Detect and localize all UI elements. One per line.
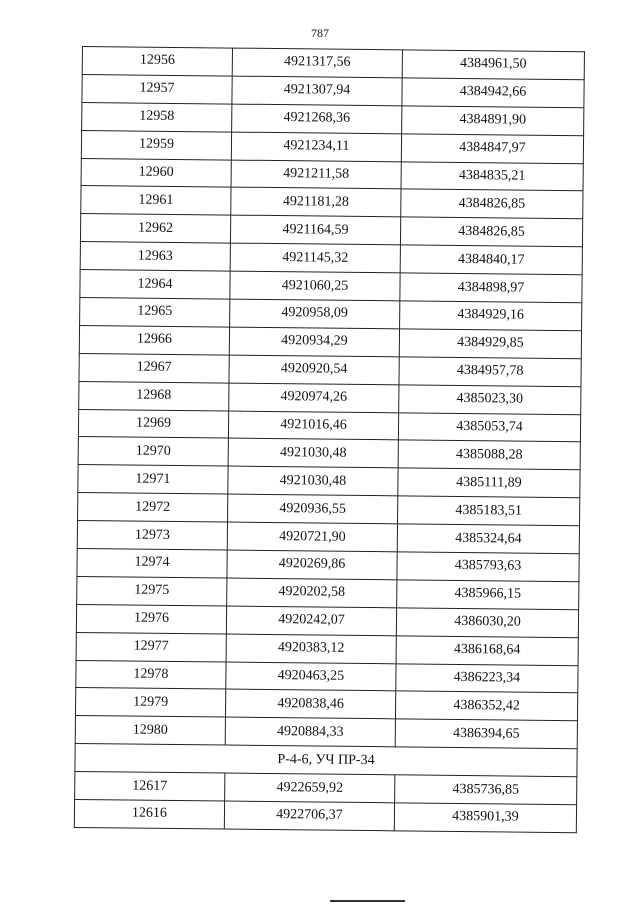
point-number-cell: 12980	[75, 716, 225, 745]
point-number-cell: 12616	[74, 800, 224, 829]
y-coordinate-cell: 4384840,17	[400, 245, 582, 275]
x-coordinate-cell: 4920463,25	[226, 662, 396, 692]
y-coordinate-cell: 4384961,50	[402, 50, 584, 80]
point-number-cell: 12956	[82, 47, 232, 76]
y-coordinate-cell: 4384826,85	[401, 189, 583, 219]
x-coordinate-cell: 4920269,86	[227, 550, 397, 580]
section-title: Р-4-6, УЧ ПР-34	[75, 744, 577, 777]
x-coordinate-cell: 4920242,07	[226, 606, 396, 636]
y-coordinate-cell: 4384826,85	[400, 217, 582, 247]
x-coordinate-cell: 4920721,90	[227, 522, 397, 552]
y-coordinate-cell: 4385088,28	[398, 440, 580, 470]
x-coordinate-cell: 4921181,28	[231, 188, 401, 218]
y-coordinate-cell: 4384942,66	[402, 78, 584, 108]
point-number-cell: 12958	[82, 102, 232, 131]
x-coordinate-cell: 4921060,25	[230, 271, 400, 301]
y-coordinate-cell: 4384957,78	[399, 357, 581, 387]
y-coordinate-cell: 4384847,97	[401, 134, 583, 164]
point-number-cell: 12957	[82, 74, 232, 103]
point-number-cell: 12968	[79, 381, 229, 410]
point-number-cell: 12960	[81, 158, 231, 187]
x-coordinate-cell: 4920958,09	[230, 299, 400, 329]
x-coordinate-cell: 4920838,46	[225, 690, 395, 720]
point-number-cell: 12977	[76, 632, 226, 661]
x-coordinate-cell: 4921211,58	[231, 160, 401, 190]
point-number-cell: 12975	[77, 576, 227, 605]
point-number-cell: 12617	[75, 772, 225, 801]
point-number-cell: 12979	[75, 688, 225, 717]
x-coordinate-cell: 4921030,48	[228, 466, 398, 496]
point-number-cell: 12963	[80, 242, 230, 271]
coordinates-table	[74, 46, 585, 833]
point-number-cell: 12961	[81, 186, 231, 215]
point-number-cell: 12964	[80, 270, 230, 299]
x-coordinate-cell: 4921307,94	[232, 76, 402, 106]
point-number-cell: 12972	[78, 493, 228, 522]
y-coordinate-cell: 4386030,20	[396, 608, 578, 638]
y-coordinate-cell: 4385053,74	[398, 412, 580, 442]
x-coordinate-cell: 4920884,33	[225, 717, 395, 747]
y-coordinate-cell: 4385793,63	[397, 552, 579, 582]
y-coordinate-cell: 4385736,85	[395, 775, 577, 805]
x-coordinate-cell: 4920974,26	[229, 383, 399, 413]
x-coordinate-cell: 4920934,29	[229, 327, 399, 357]
x-coordinate-cell: 4921268,36	[232, 104, 402, 134]
scan-edge-mark	[330, 900, 405, 902]
y-coordinate-cell: 4386223,34	[396, 663, 578, 693]
x-coordinate-cell: 4921145,32	[230, 243, 400, 273]
x-coordinate-cell: 4920920,54	[229, 355, 399, 385]
x-coordinate-cell: 4921234,11	[231, 132, 401, 162]
point-number-cell: 12969	[78, 409, 228, 438]
point-number-cell: 12962	[80, 214, 230, 243]
x-coordinate-cell: 4920202,58	[227, 578, 397, 608]
point-number-cell: 12959	[81, 130, 231, 159]
y-coordinate-cell: 4384835,21	[401, 161, 583, 191]
y-coordinate-cell: 4384891,90	[402, 106, 584, 136]
y-coordinate-cell: 4386394,65	[395, 719, 577, 749]
y-coordinate-cell: 4384929,85	[399, 329, 581, 359]
x-coordinate-cell: 4922659,92	[225, 773, 395, 803]
point-number-cell: 12978	[76, 660, 226, 689]
point-number-cell: 12973	[77, 521, 227, 550]
x-coordinate-cell: 4921016,46	[228, 411, 398, 441]
y-coordinate-cell: 4385023,30	[399, 385, 581, 415]
x-coordinate-cell: 4921317,56	[232, 48, 402, 78]
point-number-cell: 12974	[77, 549, 227, 578]
y-coordinate-cell: 4385324,64	[397, 524, 579, 554]
table-row	[74, 800, 576, 833]
y-coordinate-cell: 4386168,64	[396, 636, 578, 666]
point-number-cell: 12976	[76, 604, 226, 633]
page-number: 787	[311, 26, 329, 40]
point-number-cell: 12965	[80, 298, 230, 327]
x-coordinate-cell: 4920936,55	[228, 494, 398, 524]
y-coordinate-cell: 4384929,16	[400, 301, 582, 331]
y-coordinate-cell: 4385111,89	[398, 468, 580, 498]
point-number-cell: 12967	[79, 353, 229, 382]
point-number-cell: 12970	[78, 437, 228, 466]
point-number-cell: 12971	[78, 465, 228, 494]
x-coordinate-cell: 4922706,37	[224, 801, 394, 831]
y-coordinate-cell: 4386352,42	[395, 691, 577, 721]
x-coordinate-cell: 4921030,48	[228, 439, 398, 469]
y-coordinate-cell: 4384898,97	[400, 273, 582, 303]
y-coordinate-cell: 4385966,15	[397, 580, 579, 610]
y-coordinate-cell: 4385901,39	[394, 803, 576, 833]
point-number-cell: 12966	[79, 325, 229, 354]
y-coordinate-cell: 4385183,51	[398, 496, 580, 526]
x-coordinate-cell: 4920383,12	[226, 634, 396, 664]
x-coordinate-cell: 4921164,59	[230, 215, 400, 245]
